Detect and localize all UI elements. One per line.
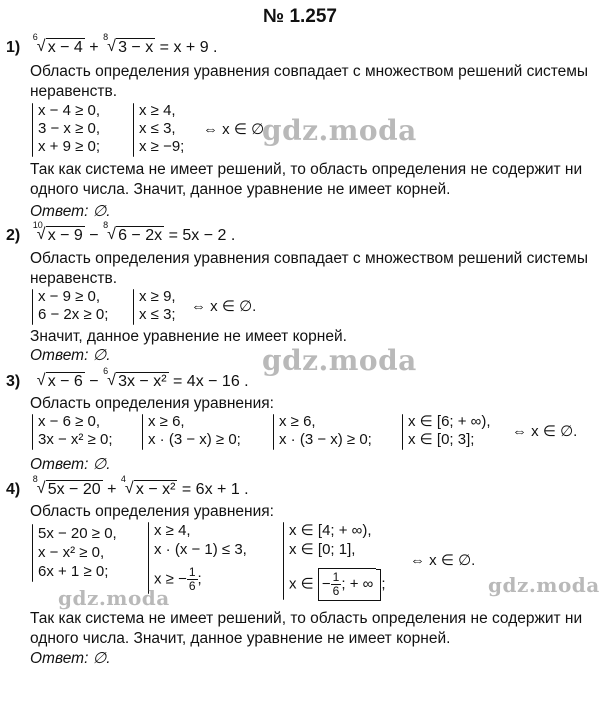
interval-bracket: − $\frac{1}{6}$ ; + ∞ [318, 568, 376, 601]
system-brace [32, 524, 33, 582]
system-3a: x − 6 ≥ 0, 3x − x² ≥ 0; [38, 413, 113, 448]
root-term: 8 √ 6 − 2x [103, 220, 163, 244]
root-term: 6 √ x − 4 [32, 32, 83, 56]
text-line: одного числа. Значит, данное уравнение не имеет корней. [30, 181, 451, 198]
text-line: Область определения уравнения: [30, 395, 274, 412]
fraction: $\frac{1}{6}$ [332, 570, 340, 598]
system-4a: 5x − 20 ≥ 0, x − x² ≥ 0, 6x + 1 ≥ 0; [38, 525, 117, 580]
root-term: 6 √ 3x − x² [103, 366, 167, 390]
answer: Ответ: ∅. [30, 203, 111, 220]
watermark: gdz.moda [488, 573, 600, 597]
problem-number: № 1.257 [262, 6, 337, 27]
watermark: gdz.moda [262, 114, 417, 147]
answer: Ответ: ∅. [30, 456, 111, 473]
root-term: 4 √ x − x² [120, 474, 176, 498]
system-3c: x ≥ 6, x · (3 − x) ≥ 0; [279, 413, 372, 448]
system-brace [402, 414, 403, 450]
equivalence: ⇔ x ∈ ∅. [410, 552, 476, 569]
root-term: 10 √ x − 9 [32, 220, 83, 244]
text-line: Значит, данное уравнение не имеет корней. [30, 328, 347, 345]
text-line: Так как система не имеет решений, то область определения не содержит ни [30, 610, 583, 627]
system-brace [142, 414, 143, 450]
equation-1: 1) 6 √ x − 4 + 8 √ 3 − x = x + 9 . [6, 32, 218, 56]
system-brace [32, 414, 33, 450]
text-line: Область определения уравнения совпадает с множеством решений системы [30, 63, 589, 80]
equation-4: 4) 8 √ 5x − 20 + 4 √ x − x² = 6x + 1 . [6, 474, 249, 498]
equivalence: ⇔ x ∈ ∅. [203, 121, 269, 138]
equation-2: 2) 10 √ x − 9 − 8 √ 6 − 2x = 5x − 2 . [6, 220, 236, 244]
system-1a: x − 4 ≥ 0, 3 − x ≥ 0, x + 9 ≥ 0; [38, 102, 101, 155]
answer: Ответ: ∅. [30, 347, 111, 364]
root-term: 8 √ 3 − x [103, 32, 154, 56]
system-3b: x ≥ 6, x · (3 − x) ≥ 0; [148, 413, 241, 448]
system-1b: x ≥ 4, x ≤ 3, x ≥ −9; [139, 102, 185, 155]
text-line: Область определения уравнения совпадает с множеством решений системы [30, 250, 589, 267]
answer: Ответ: ∅. [30, 650, 111, 667]
equation-3: 3) √ x − 6 − 6 √ 3x − x² = 4x − 16 . [6, 366, 249, 390]
system-4b: x ≥ 4, x · (x − 1) ≤ 3, x ≥ − $\frac{1}{6}$ ; [154, 522, 247, 593]
text-line: неравенств. [30, 83, 118, 100]
text-line: Так как система не имеет решений, то область определения не содержит ни [30, 161, 583, 178]
system-brace [273, 414, 274, 450]
system-2b: x ≥ 9, x ≤ 3; [139, 288, 176, 323]
equivalence: ⇔ x ∈ ∅. [512, 423, 578, 440]
system-brace [148, 522, 149, 594]
system-4c: x ∈ [4; + ∞), x ∈ [0; 1], x ∈ − $\frac{1}{6}$ ; + ∞ ; [289, 522, 386, 604]
system-brace [133, 103, 134, 157]
text-line: одного числа. Значит, данное уравнение не имеет корней. [30, 630, 451, 647]
system-brace [133, 289, 134, 325]
system-2a: x − 9 ≥ 0, 6 − 2x ≥ 0; [38, 288, 109, 323]
watermark: gdz.moda [262, 344, 417, 377]
watermark: gdz.moda [58, 586, 170, 610]
equivalence: ⇔ x ∈ ∅. [191, 298, 257, 315]
text-line: Область определения уравнения: [30, 503, 274, 520]
fraction: $\frac{1}{6}$ [188, 565, 196, 593]
system-brace [32, 289, 33, 325]
root-term: 8 √ 5x − 20 [32, 474, 101, 498]
system-3d: x ∈ [6; + ∞), x ∈ [0; 3]; [408, 413, 491, 448]
text-line: неравенств. [30, 270, 118, 287]
root-term: √ x − 6 [36, 372, 83, 390]
system-brace [32, 103, 33, 157]
system-brace [283, 522, 284, 600]
